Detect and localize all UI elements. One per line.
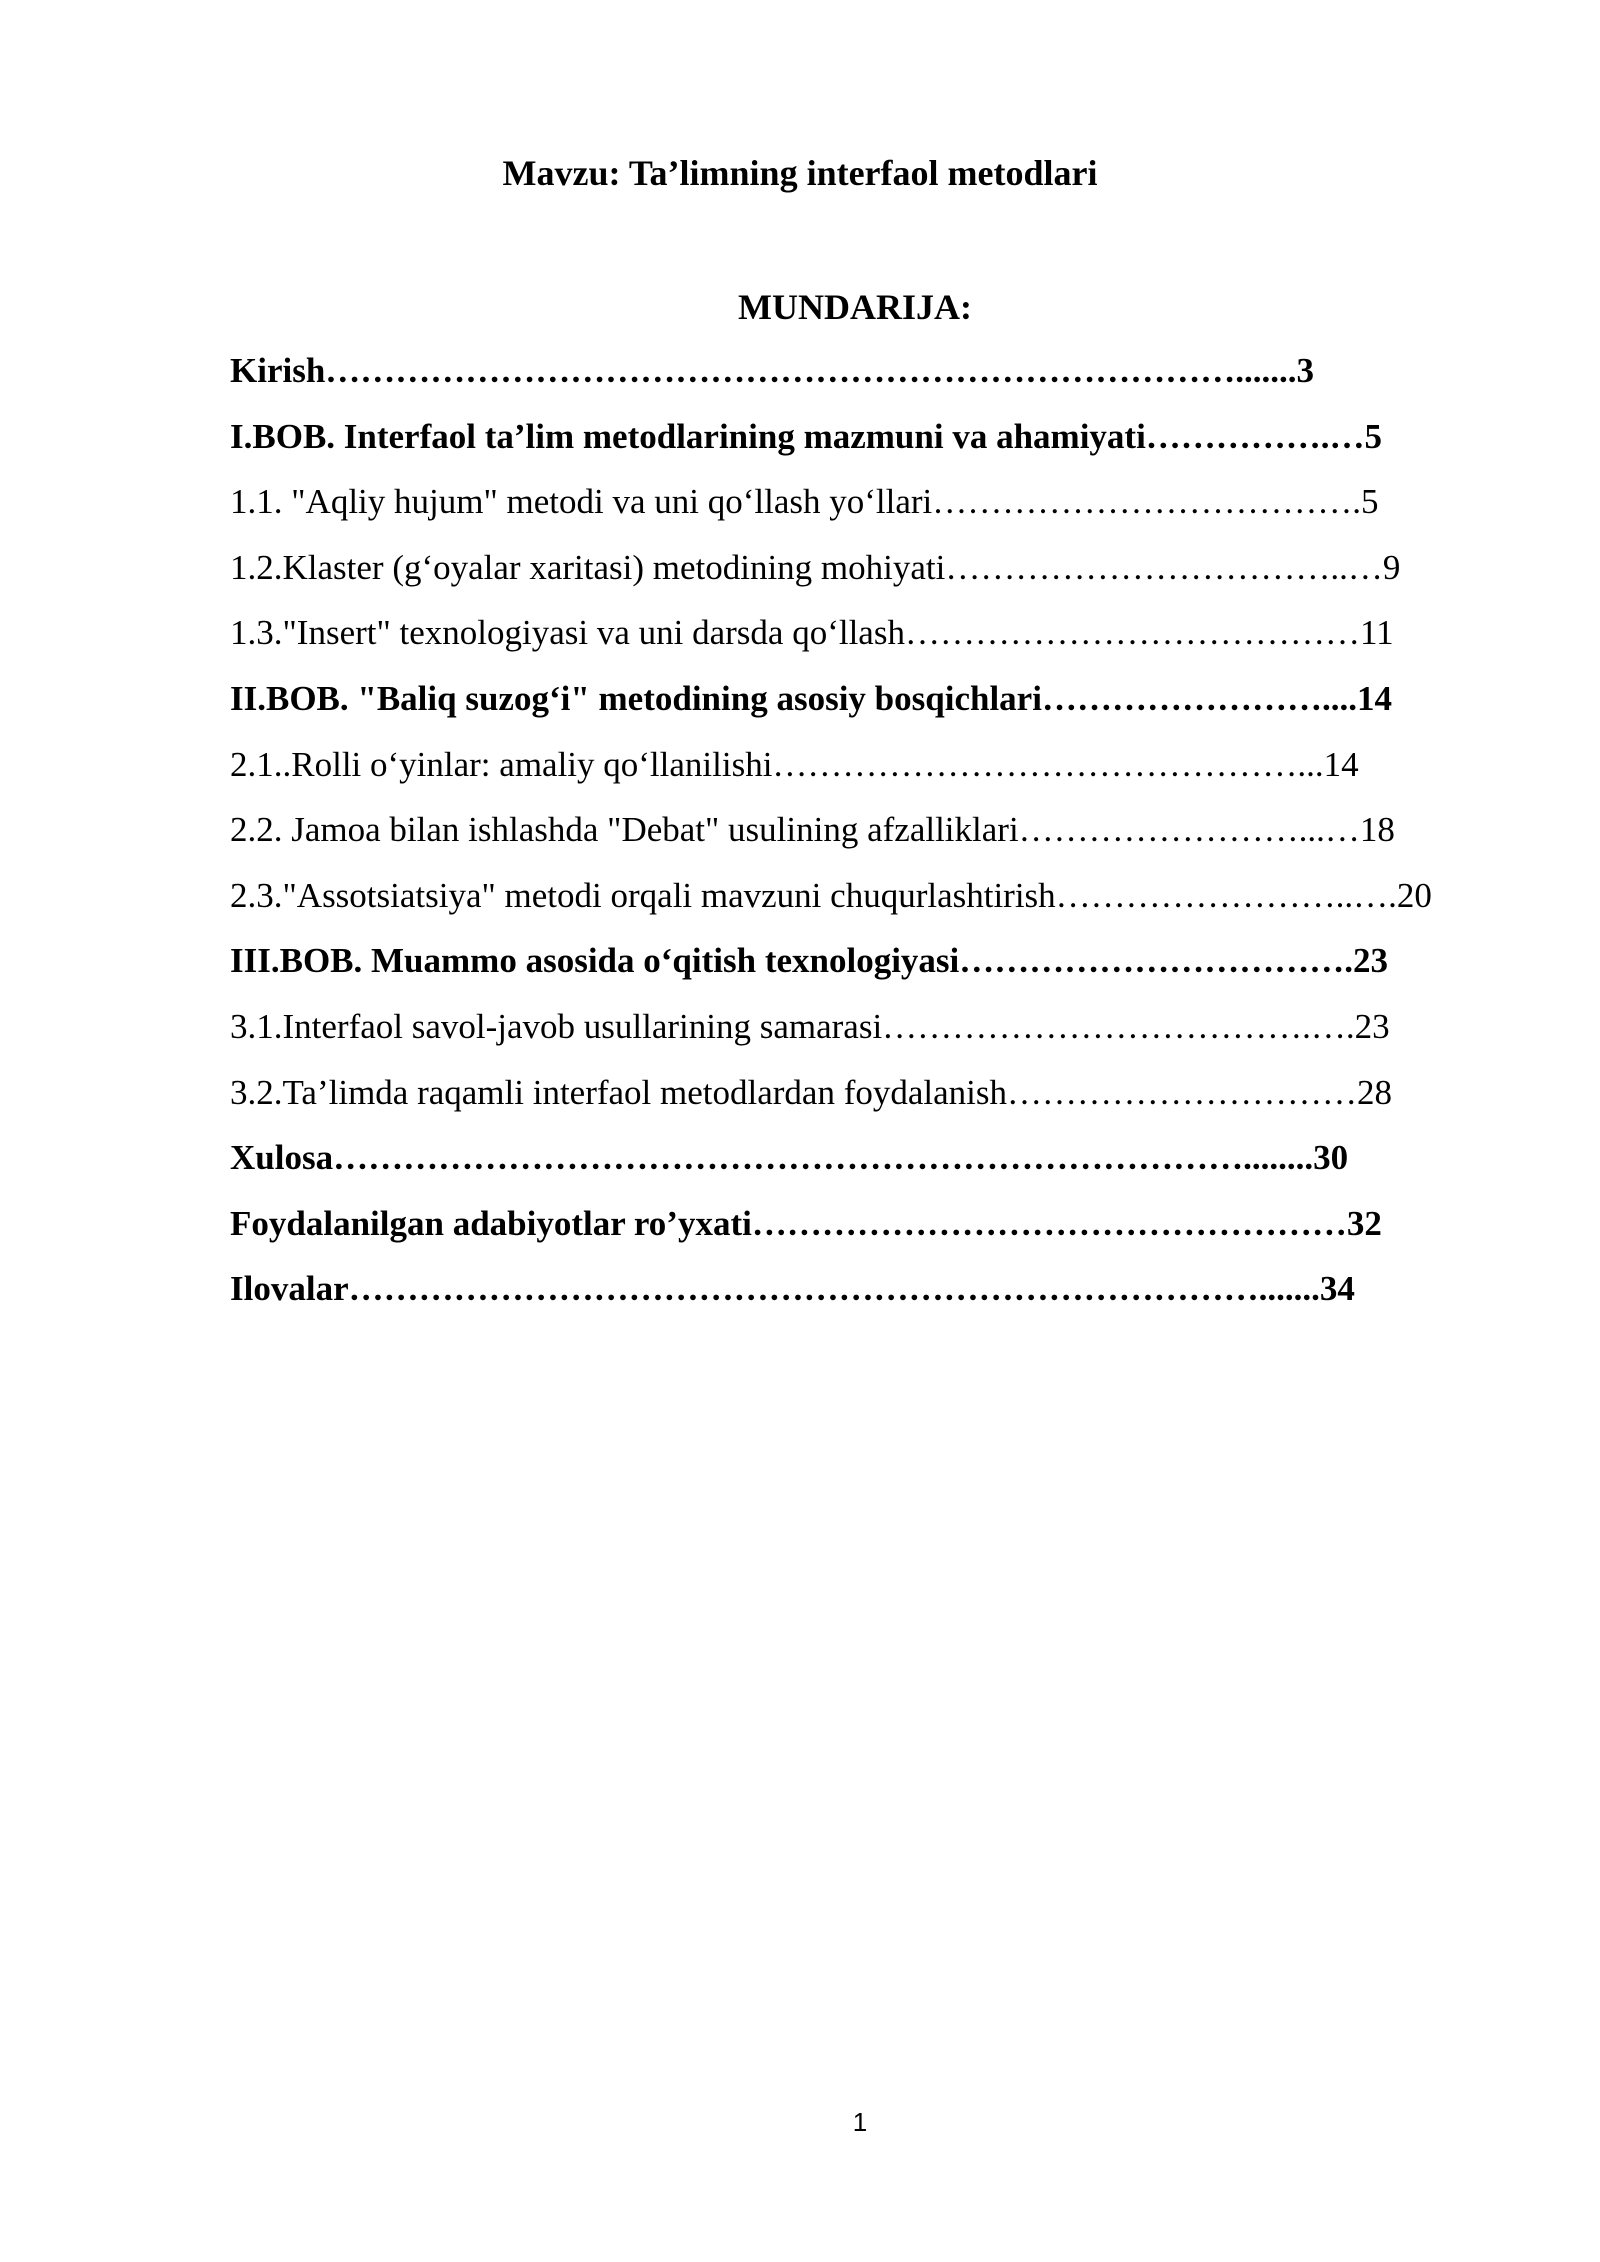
toc-entry-chapter-3: III.BOB. Muammo asosida o‘qitish texnologiyasi…………………………….23 bbox=[230, 941, 1389, 981]
page-number: 1 bbox=[852, 2107, 868, 2137]
toc-entry-chapter-2: II.BOB. "Baliq suzog‘i" metodining asosiy bosqichlari……………………....14 bbox=[230, 678, 1392, 718]
toc-heading: MUNDARIJA: bbox=[738, 287, 972, 327]
table-of-contents bbox=[230, 346, 1490, 1330]
toc-entry-references: Foydalanilgan adabiyotlar ro’yxati……………………………………………32 bbox=[230, 1203, 1382, 1243]
toc-entry-section-1-3: 1.3."Insert" texnologiyasi va uni darsda qo‘llash…………………………………11 bbox=[230, 613, 1394, 653]
toc-entry-introduction: Kirish…………………………………………………………………….......3 bbox=[230, 351, 1315, 390]
toc-entry-section-2-2: 2.2. Jamoa bilan ishlashda "Debat" usulining afzalliklari……………………...…18 bbox=[230, 810, 1395, 850]
toc-entry-section-3-2: 3.2.Ta’limda raqamli interfaol metodlardan foydalanish…………………………28 bbox=[230, 1072, 1393, 1112]
toc-entry-chapter-1: I.BOB. Interfaol ta’lim metodlarining mazmuni va ahamiyati…………….…5 bbox=[230, 416, 1383, 456]
toc-entry-section-2-1: 2.1..Rolli o‘yinlar: amaliy qo‘llanilishi………………………………………...14 bbox=[230, 744, 1359, 784]
toc-entry-section-1-2: 1.2.Klaster (g‘oyalar xaritasi) metodining mohiyati……………………………..…9 bbox=[230, 547, 1401, 587]
toc-entry-conclusion: Xulosa……………………………………………………………………........30 bbox=[230, 1138, 1349, 1178]
toc-entry-section-1-1: 1.1. "Aqliy hujum" metodi va uni qo‘llash yo‘llari……………………………….5 bbox=[230, 482, 1379, 522]
subject-title: Mavzu: Ta’limning interfaol metodlari bbox=[502, 153, 1098, 193]
toc-entry-section-3-1: 3.1.Interfaol savol-javob usullarining samarasi……………………………….….23 bbox=[230, 1006, 1390, 1046]
toc-entry-appendices: Ilovalar…………………………………………………………………….......34 bbox=[230, 1269, 1355, 1309]
toc-entry-section-2-3: 2.3."Assotsiatsiya" metodi orqali mavzuni chuqurlashtirish……………………..….20 bbox=[230, 875, 1432, 915]
